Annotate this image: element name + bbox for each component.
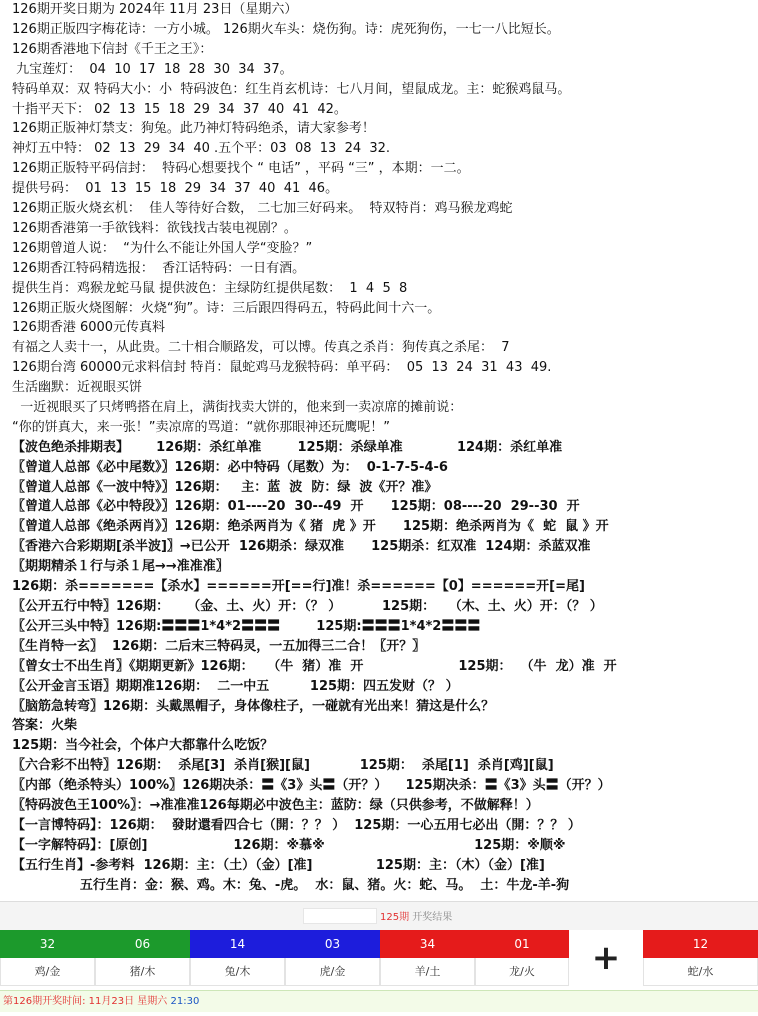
article-line: 〖曾道人总部《一波中特》〗126期： 主：蓝 波 防：绿 波《开？准》 xyxy=(12,480,438,495)
ball-special-zodiac: 蛇/水 xyxy=(643,958,758,986)
article-line: 〖内部（绝杀特头）100%〗126期决杀：〓《3》头〓（开？） 125期决杀：〓《3》头〓（开？） xyxy=(12,778,611,793)
ball-2 xyxy=(95,930,190,986)
draw-date: 11月23日 星期六 xyxy=(88,996,168,1007)
ball-1-zodiac: 鸡/金 xyxy=(0,958,95,986)
ball-1 xyxy=(0,930,95,986)
ball-5-zodiac: 羊/土 xyxy=(380,958,475,986)
article-line: 〖曾道人总部《绝杀两肖》〗126期：绝杀两肖为《 猪 虎 》开 125期：绝杀两肖为《 蛇 鼠 》开 xyxy=(12,519,609,534)
article-line: 特码单双：双 特码大小：小 特码波色：红生肖玄机诗：七八月间，望鼠成龙。主：蛇猴鸡鼠马。 xyxy=(12,82,571,97)
article-line: 【一言博特码】：126期： 發財還看四合七（開：？？ ） 125期：一心五用七必出（開：？？ ） xyxy=(12,818,581,833)
article-line: 神灯五中特： 02 13 29 34 40 .五个平：03 08 13 24 32. xyxy=(12,141,391,156)
article-line: 【一字解特码】：[原创] 126期：※慕※ 125期：※顺※ xyxy=(12,838,566,853)
article-line: 生活幽默：近视眼买饼 xyxy=(12,380,143,395)
ball-2-number: 06 xyxy=(95,930,190,958)
article-line: 〖曾道人总部《必中特段》〗126期：01----20 30--49 开 125期：08----20 29--30 开 xyxy=(12,499,580,514)
article-line: 〖曾女士不出生肖〗《期期更新》126期： （牛 猪）准 开 125期： （牛 龙）准 开 xyxy=(12,659,617,674)
article-line: 十指平天下： 02 13 15 18 29 34 37 40 41 42。 xyxy=(12,102,347,117)
article-line: 【五行生肖】-参考料 126期：主：（土）（金）[准] 125期：主：（木）（金）[准] xyxy=(12,858,545,873)
article-line: 126期正版特平码信封： 特码心想要找个 “ 电话” ，平码 “三” ，本期：一二。 xyxy=(12,161,470,176)
article-line: 〖公开三头中特〗126期:〓〓〓1*4*2〓〓〓 125期:〓〓〓1*4*2〓〓〓 xyxy=(12,619,481,634)
article-line: 九宝莲灯： 04 10 17 18 28 30 34 37。 xyxy=(12,62,293,77)
ball-3 xyxy=(190,930,285,986)
ball-6-number: 01 xyxy=(475,930,569,958)
ball-3-zodiac: 兔/木 xyxy=(190,958,285,986)
ball-2-zodiac: 猪/木 xyxy=(95,958,190,986)
article-line: 126期开奖日期为 2024年 11月 23日（星期六） xyxy=(12,2,298,17)
article-line: 【波色绝杀排期表】 126期：杀红单准 125期：杀绿单准 124期：杀红单准 xyxy=(12,440,563,455)
ball-5-number: 34 xyxy=(380,930,475,958)
result-balls-row xyxy=(0,930,758,986)
article-line: 126期香港第一手欲钱料：欲钱找古装电视剧？。 xyxy=(12,221,297,236)
ball-5 xyxy=(380,930,475,986)
article-line: 提供生肖：鸡猴龙蛇马鼠 提供波色：主绿防红提供尾数： 1 4 5 8 xyxy=(12,281,408,296)
result-issue: 125期 xyxy=(380,912,410,923)
result-header-title xyxy=(380,908,452,923)
article-line: 提供号码： 01 13 15 18 29 34 37 40 41 46。 xyxy=(12,181,339,196)
draw-time-label: 第126期开奖时间: xyxy=(3,996,86,1007)
ball-4-zodiac: 虎/金 xyxy=(285,958,380,986)
article-line: 〖曾道人总部《必中尾数》〗126期：必中特码（尾数）为： 0-1-7-5-4-6 xyxy=(12,460,448,475)
ball-3-number: 14 xyxy=(190,930,285,958)
article-line: “你的饼真大，来一张！”卖凉席的骂道：“就你那眼神还玩鹰呢！” xyxy=(12,420,390,435)
plus-icon: + xyxy=(591,938,621,978)
article-line: 一近视眼买了只烤鸭搭在肩上，满街找卖大饼的，他来到一卖凉席的摊前说： xyxy=(12,400,463,415)
ball-6-zodiac: 龙/火 xyxy=(475,958,569,986)
article-line: 答案：火柴 xyxy=(12,718,78,733)
ball-special xyxy=(643,930,758,986)
article-line: 126期正版神灯禁支：狗兔。此乃神灯特码绝杀，请大家参考！ xyxy=(12,121,375,136)
article-line: 五行生肖：金：猴、鸡。木：兔、-虎。 水：鼠、猪。火：蛇、马。 土：牛龙-羊-狗 xyxy=(12,878,570,893)
ball-1-number: 32 xyxy=(0,930,95,958)
article-line: 126期香港地下信封《千王之王》： xyxy=(12,42,213,57)
article-line: 126期：杀=======【杀水】======开[==行]准！杀======【0】======开[=尾] xyxy=(12,579,585,594)
ball-4 xyxy=(285,930,380,986)
article-line: 〖香港六合彩期期[杀半波]〗→已公开 126期杀：绿双准 125期杀：红双准 124期：杀蓝双准 xyxy=(12,539,591,554)
article-line: 〖特码波色王100%〗：→准准准126每期必中波色主：蓝防：绿（只供参考，不做解释！） xyxy=(12,798,539,813)
article-line: 126期台湾 60000元求料信封 特肖：鼠蛇鸡马龙猴特码：单平码： 05 13 24 31 43 49. xyxy=(12,360,552,375)
ball-6 xyxy=(475,930,569,986)
article-line: 126期正版火烧图解：火烧“狗”。诗：三后跟四得码五，特码此间十六一。 xyxy=(12,301,441,316)
ball-special-number: 12 xyxy=(643,930,758,958)
article-line: 有福之人卖十一，从此贵。二十相合顺路发，可以博。传真之杀肖：狗传真之杀尾： 7 xyxy=(12,340,510,355)
article-line: 〖脑筋急转弯〗126期：头戴黑帽子，身体像柱子，一碰就有光出来！猜这是什么？ xyxy=(12,699,495,714)
article-line: 〖公开金言玉语〗期期准126期： 二一中五 125期：四五发财（？ ） xyxy=(12,679,459,694)
ball-4-number: 03 xyxy=(285,930,380,958)
result-header xyxy=(0,901,758,930)
article-line: 126期正版火烧玄机： 佳人等待好合数， 二七加三好码来。 特双特肖：鸡马猴龙鸡蛇 xyxy=(12,201,513,216)
article-line: 126期曾道人说： “为什么不能让外国人学“变脸？” xyxy=(12,241,313,256)
result-header-blank-box xyxy=(303,908,377,924)
article-line: 〖公开五行中特〗126期： （金、土、火）开：（？ ） 125期： （木、土、火）开：（？ ） xyxy=(12,599,603,614)
article-line: 126期香港 6000元传真料 xyxy=(12,320,166,335)
article-line: 〖六合彩不出特〗126期： 杀尾[3] 杀肖[猴][鼠] 125期： 杀尾[1] 杀肖[鸡][鼠] xyxy=(12,758,554,773)
article-line: 125期：当今社会，个体户大都靠什么吃饭？ xyxy=(12,738,274,753)
article-line: 126期正版四字梅花诗：一方小城。 126期火车头：烧伤狗。诗：虎死狗伤，一七一八比短长。 xyxy=(12,22,560,37)
result-label: 开奖结果 xyxy=(412,912,453,923)
draw-time-bar xyxy=(0,990,758,1012)
article-line: 126期香江特码精选报： 香江话特码：一日有酒。 xyxy=(12,261,306,276)
article-line: 〖期期精杀１行与杀１尾→→准准准〗 xyxy=(12,559,229,574)
draw-clock: 21:30 xyxy=(170,996,200,1007)
article-line: 〖生肖特一玄〗 126期：二后末三特码灵，一五加得三二合！〖开？〗 xyxy=(12,639,426,654)
